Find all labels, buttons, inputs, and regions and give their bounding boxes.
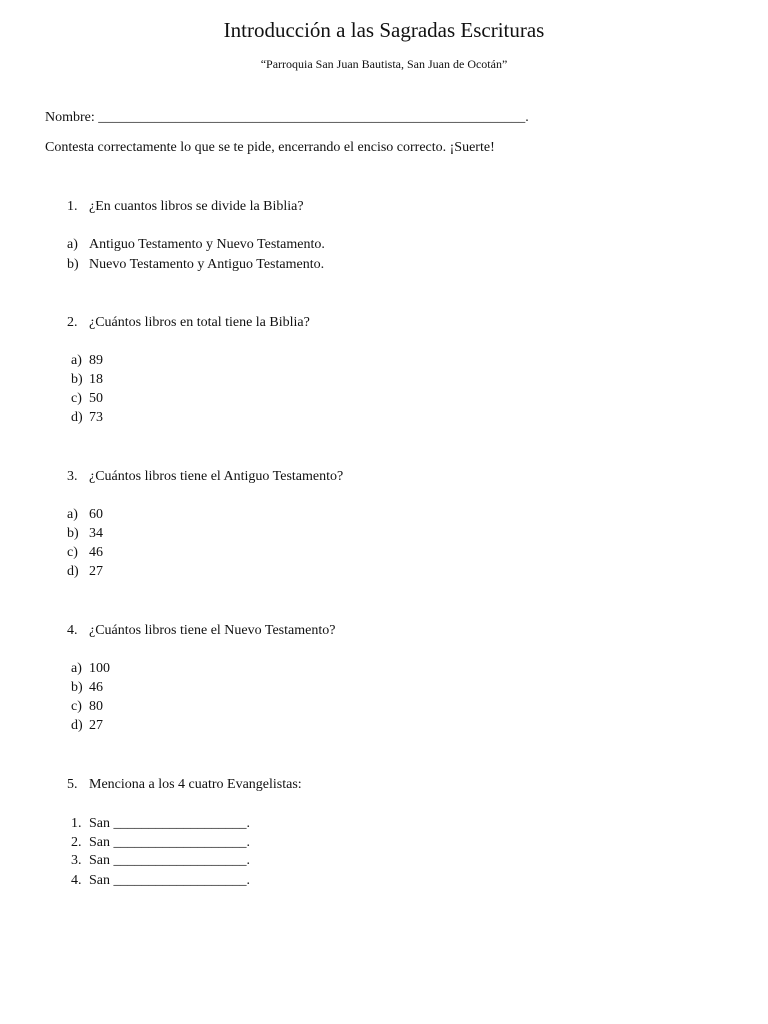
q2-option-b[interactable] xyxy=(71,371,103,389)
name-blank[interactable]: _____________________________________________________________. xyxy=(98,110,529,125)
question-text: ¿Cuántos libros tiene el Antiguo Testamento? xyxy=(89,469,344,484)
option-letter: c) xyxy=(67,545,78,560)
option-letter: a) xyxy=(67,507,78,522)
page-subtitle: “Parroquia San Juan Bautista, San Juan de Ocotán” xyxy=(260,57,508,71)
name-field[interactable] xyxy=(45,110,529,126)
question-text: Menciona a los 4 cuatro Evangelistas: xyxy=(89,777,302,792)
evangelist-blank-3[interactable] xyxy=(71,852,250,870)
item-number: 4. xyxy=(71,873,82,888)
option-text: Nuevo Testamento y Antiguo Testamento. xyxy=(89,257,325,272)
option-letter: c) xyxy=(71,699,82,714)
q4-option-c[interactable] xyxy=(71,698,103,716)
blank-text[interactable]: San ___________________. xyxy=(89,835,250,850)
question-3 xyxy=(67,468,343,486)
option-letter: d) xyxy=(71,410,83,425)
q3-option-c[interactable] xyxy=(67,544,103,562)
item-number: 3. xyxy=(71,853,82,868)
option-letter: a) xyxy=(71,353,82,368)
item-number: 2. xyxy=(71,835,82,850)
question-number: 1. xyxy=(67,199,78,214)
question-text: ¿Cuántos libros en total tiene la Biblia? xyxy=(89,315,310,330)
question-number: 2. xyxy=(67,315,78,330)
option-text: 60 xyxy=(89,507,103,522)
option-text: 27 xyxy=(89,718,103,733)
option-text: 18 xyxy=(89,372,103,387)
option-letter: b) xyxy=(71,680,83,695)
question-text: ¿En cuantos libros se divide la Biblia? xyxy=(89,199,304,214)
option-text: 27 xyxy=(89,564,103,579)
option-letter: b) xyxy=(67,257,79,272)
option-text: 89 xyxy=(89,353,103,368)
question-number: 3. xyxy=(67,469,78,484)
q2-option-d[interactable] xyxy=(71,409,103,427)
option-letter: c) xyxy=(71,391,82,406)
question-number: 4. xyxy=(67,623,78,638)
item-number: 1. xyxy=(71,816,82,831)
option-letter: b) xyxy=(67,526,79,541)
option-text: 34 xyxy=(89,526,103,541)
option-letter: a) xyxy=(71,661,82,676)
option-letter: b) xyxy=(71,372,83,387)
option-text: 73 xyxy=(89,410,103,425)
q3-option-b[interactable] xyxy=(67,525,103,543)
option-letter: d) xyxy=(67,564,79,579)
blank-text[interactable]: San ___________________. xyxy=(89,853,250,868)
evangelist-blank-1[interactable] xyxy=(71,815,250,833)
evangelist-blank-2[interactable] xyxy=(71,834,250,852)
question-2 xyxy=(67,314,310,332)
instructions-text: Contesta correctamente lo que se te pide, encerrando el enciso correcto. ¡Suerte! xyxy=(45,140,495,155)
option-text: 80 xyxy=(89,699,103,714)
blank-text[interactable]: San ___________________. xyxy=(89,816,250,831)
option-text: 100 xyxy=(89,661,110,676)
q2-option-c[interactable] xyxy=(71,390,103,408)
question-4 xyxy=(67,622,335,640)
option-text: Antiguo Testamento y Nuevo Testamento. xyxy=(89,237,325,252)
q4-option-b[interactable] xyxy=(71,679,103,697)
option-text: 46 xyxy=(89,545,103,560)
q1-option-b[interactable] xyxy=(67,256,324,274)
option-text: 50 xyxy=(89,391,103,406)
option-text: 46 xyxy=(89,680,103,695)
page-title: Introducción a las Sagradas Escrituras xyxy=(223,18,545,42)
blank-text[interactable]: San ___________________. xyxy=(89,873,250,888)
q1-option-a[interactable] xyxy=(67,236,325,254)
question-number: 5. xyxy=(67,777,78,792)
evangelist-blank-4[interactable] xyxy=(71,872,250,890)
q4-option-d[interactable] xyxy=(71,717,103,735)
question-1 xyxy=(67,198,304,216)
question-text: ¿Cuántos libros tiene el Nuevo Testamento? xyxy=(89,623,336,638)
q2-option-a[interactable] xyxy=(71,352,103,370)
name-label: Nombre: xyxy=(45,110,95,125)
q3-option-a[interactable] xyxy=(67,506,103,524)
q3-option-d[interactable] xyxy=(67,563,103,581)
q4-option-a[interactable] xyxy=(71,660,110,678)
question-5 xyxy=(67,776,302,794)
option-letter: d) xyxy=(71,718,83,733)
option-letter: a) xyxy=(67,237,78,252)
